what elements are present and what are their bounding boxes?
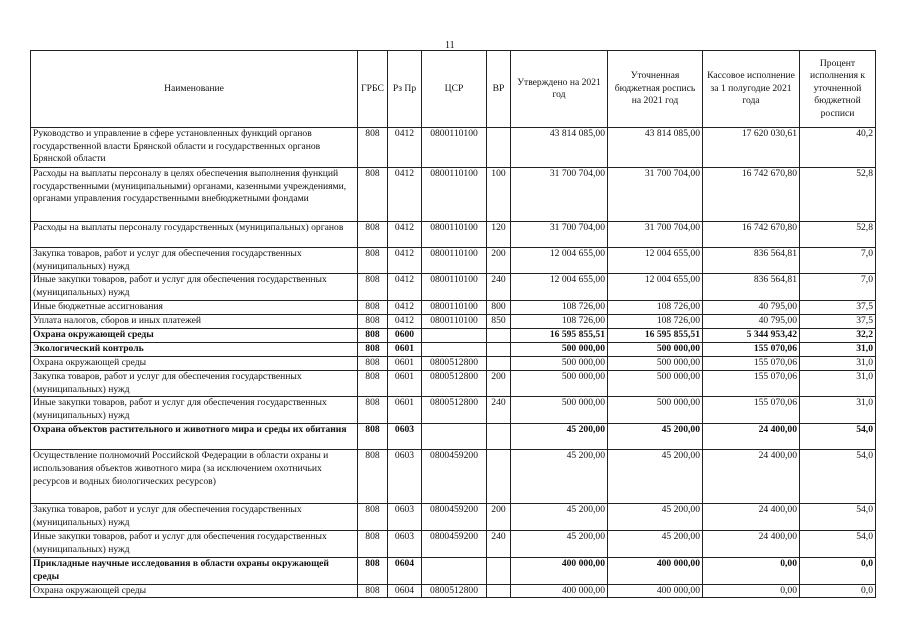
row-refined: 45 200,00: [608, 424, 703, 450]
row-cash: 24 400,00: [703, 531, 800, 558]
row-cash: 16 742 670,80: [703, 168, 800, 222]
row-vr: 800: [487, 301, 511, 315]
row-refined: 500 000,00: [608, 357, 703, 371]
row-refined: 43 814 085,00: [608, 128, 703, 168]
header-percent: Процент исполнения к уточненной бюджетной росписи: [800, 51, 876, 128]
row-vr: [487, 329, 511, 343]
row-grbs: 808: [358, 329, 388, 343]
row-csr: 0800110100: [422, 315, 487, 329]
row-name: Иные бюджетные ассигнования: [31, 301, 358, 315]
row-refined: 45 200,00: [608, 504, 703, 531]
row-grbs: 808: [358, 531, 388, 558]
row-cash: 40 795,00: [703, 315, 800, 329]
row-refined: 108 726,00: [608, 315, 703, 329]
row-grbs: 808: [358, 558, 388, 584]
row-cash: 24 400,00: [703, 504, 800, 531]
row-approved: 45 200,00: [511, 531, 608, 558]
row-rzpr: 0412: [388, 274, 422, 301]
header-grbs: ГРБС: [358, 51, 388, 128]
row-name: Экологический контроль: [31, 343, 358, 357]
row-grbs: 808: [358, 222, 388, 248]
row-vr: [487, 128, 511, 168]
row-vr: 240: [487, 274, 511, 301]
header-vr: ВР: [487, 51, 511, 128]
row-refined: 31 700 704,00: [608, 168, 703, 222]
row-csr: [422, 343, 487, 357]
header-name: Наименование: [31, 51, 358, 128]
row-approved: 45 200,00: [511, 424, 608, 450]
row-csr: 0800110100: [422, 128, 487, 168]
row-rzpr: 0603: [388, 424, 422, 450]
row-approved: 500 000,00: [511, 357, 608, 371]
row-refined: 45 200,00: [608, 531, 703, 558]
row-rzpr: 0412: [388, 301, 422, 315]
row-grbs: 808: [358, 424, 388, 450]
table-row: [31, 301, 876, 315]
row-vr: 850: [487, 315, 511, 329]
row-rzpr: 0412: [388, 315, 422, 329]
table-row: [31, 584, 876, 598]
row-grbs: 808: [358, 584, 388, 598]
row-refined: 12 004 655,00: [608, 274, 703, 301]
row-cash: 836 564,81: [703, 274, 800, 301]
row-name: Закупка товаров, работ и услуг для обеспечения государственных (муниципальных) нужд: [31, 504, 358, 531]
row-refined: 500 000,00: [608, 371, 703, 397]
row-refined: 45 200,00: [608, 450, 703, 504]
row-refined: 500 000,00: [608, 343, 703, 357]
row-refined: 16 595 855,51: [608, 329, 703, 343]
budget-execution-table: [30, 50, 876, 598]
table-row: [31, 531, 876, 558]
row-approved: 31 700 704,00: [511, 168, 608, 222]
row-approved: 500 000,00: [511, 371, 608, 397]
row-percent: 7,0: [800, 274, 876, 301]
row-rzpr: 0412: [388, 222, 422, 248]
row-name: Иные закупки товаров, работ и услуг для обеспечения государственных (муниципальных) нужд: [31, 274, 358, 301]
row-grbs: 808: [358, 168, 388, 222]
row-percent: 32,2: [800, 329, 876, 343]
row-grbs: 808: [358, 343, 388, 357]
row-csr: 0800459200: [422, 531, 487, 558]
row-grbs: 808: [358, 128, 388, 168]
row-name: Руководство и управление в сфере установленных функций органов государственной власти Брянской области и государственных органов Брянской области: [31, 128, 358, 168]
row-name: Закупка товаров, работ и услуг для обеспечения государственных (муниципальных) нужд: [31, 248, 358, 274]
row-csr: 0800110100: [422, 168, 487, 222]
row-name: Расходы на выплаты персоналу в целях обеспечения выполнения функций государственными (муниципальными) органами, казенными учреждениями, органами управления государственными внебюджетными фондами: [31, 168, 358, 222]
row-refined: 108 726,00: [608, 301, 703, 315]
row-approved: 400 000,00: [511, 558, 608, 584]
row-approved: 12 004 655,00: [511, 248, 608, 274]
row-rzpr: 0604: [388, 558, 422, 584]
table-row: [31, 357, 876, 371]
row-vr: 100: [487, 168, 511, 222]
row-csr: 0800512800: [422, 357, 487, 371]
header-csr: ЦСР: [422, 51, 487, 128]
row-cash: 155 070,06: [703, 343, 800, 357]
row-cash: 0,00: [703, 584, 800, 598]
table-row: [31, 371, 876, 397]
row-csr: 0800110100: [422, 248, 487, 274]
table-row: [31, 248, 876, 274]
row-name: Иные закупки товаров, работ и услуг для обеспечения государственных (муниципальных) нужд: [31, 531, 358, 558]
table-row: [31, 315, 876, 329]
row-approved: 12 004 655,00: [511, 274, 608, 301]
row-percent: 31,0: [800, 371, 876, 397]
row-vr: 200: [487, 371, 511, 397]
row-percent: 40,2: [800, 128, 876, 168]
row-cash: 155 070,06: [703, 397, 800, 424]
row-approved: 31 700 704,00: [511, 222, 608, 248]
table-row: [31, 558, 876, 584]
table-row: [31, 222, 876, 248]
header-cash: Кассовое исполнение за 1 полугодие 2021 года: [703, 51, 800, 128]
row-approved: 500 000,00: [511, 343, 608, 357]
table-row: [31, 397, 876, 424]
row-rzpr: 0601: [388, 397, 422, 424]
row-rzpr: 0601: [388, 371, 422, 397]
row-grbs: 808: [358, 248, 388, 274]
row-csr: 0800110100: [422, 222, 487, 248]
row-vr: [487, 450, 511, 504]
table-row: [31, 343, 876, 357]
row-rzpr: 0604: [388, 584, 422, 598]
row-refined: 31 700 704,00: [608, 222, 703, 248]
header-refined: Уточненная бюджетная роспись на 2021 год: [608, 51, 703, 128]
row-percent: 54,0: [800, 424, 876, 450]
row-refined: 400 000,00: [608, 558, 703, 584]
header-approved: Утверждено на 2021 год: [511, 51, 608, 128]
row-percent: 54,0: [800, 531, 876, 558]
row-percent: 0,0: [800, 584, 876, 598]
row-percent: 7,0: [800, 248, 876, 274]
row-name: Охрана окружающей среды: [31, 584, 358, 598]
row-vr: 200: [487, 504, 511, 531]
row-approved: 45 200,00: [511, 450, 608, 504]
table-row: [31, 329, 876, 343]
row-csr: [422, 558, 487, 584]
row-cash: 155 070,06: [703, 371, 800, 397]
row-name: Охрана окружающей среды: [31, 329, 358, 343]
row-cash: 40 795,00: [703, 301, 800, 315]
row-cash: 836 564,81: [703, 248, 800, 274]
table-row: [31, 274, 876, 301]
row-rzpr: 0603: [388, 450, 422, 504]
row-percent: 52,8: [800, 222, 876, 248]
row-cash: 5 344 953,42: [703, 329, 800, 343]
row-percent: 54,0: [800, 450, 876, 504]
row-approved: 500 000,00: [511, 397, 608, 424]
row-approved: 108 726,00: [511, 301, 608, 315]
row-name: Охрана окружающей среды: [31, 357, 358, 371]
row-approved: 45 200,00: [511, 504, 608, 531]
row-csr: [422, 329, 487, 343]
row-vr: [487, 424, 511, 450]
row-percent: 37,5: [800, 315, 876, 329]
header-rzpr: Рз Пр: [388, 51, 422, 128]
row-grbs: 808: [358, 357, 388, 371]
row-csr: 0800459200: [422, 504, 487, 531]
row-vr: [487, 343, 511, 357]
row-rzpr: 0603: [388, 504, 422, 531]
row-refined: 500 000,00: [608, 397, 703, 424]
row-grbs: 808: [358, 450, 388, 504]
row-percent: 54,0: [800, 504, 876, 531]
row-cash: 17 620 030,61: [703, 128, 800, 168]
row-percent: 31,0: [800, 343, 876, 357]
row-percent: 37,5: [800, 301, 876, 315]
table-row: [31, 424, 876, 450]
row-cash: 0,00: [703, 558, 800, 584]
row-grbs: 808: [358, 315, 388, 329]
row-refined: 400 000,00: [608, 584, 703, 598]
row-csr: [422, 424, 487, 450]
header-row: [31, 51, 876, 128]
row-vr: [487, 584, 511, 598]
row-percent: 31,0: [800, 357, 876, 371]
row-rzpr: 0412: [388, 168, 422, 222]
row-csr: 0800110100: [422, 301, 487, 315]
row-grbs: 808: [358, 504, 388, 531]
row-rzpr: 0601: [388, 357, 422, 371]
row-cash: 24 400,00: [703, 450, 800, 504]
table-row: [31, 504, 876, 531]
row-vr: [487, 357, 511, 371]
table-body: [31, 128, 876, 598]
row-name: Прикладные научные исследования в области охраны окружающей среды: [31, 558, 358, 584]
row-cash: 155 070,06: [703, 357, 800, 371]
row-grbs: 808: [358, 371, 388, 397]
table-row: [31, 450, 876, 504]
row-cash: 16 742 670,80: [703, 222, 800, 248]
row-approved: 108 726,00: [511, 315, 608, 329]
row-percent: 0,0: [800, 558, 876, 584]
row-name: Иные закупки товаров, работ и услуг для обеспечения государственных (муниципальных) нужд: [31, 397, 358, 424]
row-vr: 240: [487, 531, 511, 558]
row-name: Закупка товаров, работ и услуг для обеспечения государственных (муниципальных) нужд: [31, 371, 358, 397]
row-approved: 43 814 085,00: [511, 128, 608, 168]
row-approved: 400 000,00: [511, 584, 608, 598]
row-refined: 12 004 655,00: [608, 248, 703, 274]
row-csr: 0800512800: [422, 584, 487, 598]
row-vr: 120: [487, 222, 511, 248]
row-grbs: 808: [358, 274, 388, 301]
row-cash: 24 400,00: [703, 424, 800, 450]
row-approved: 16 595 855,51: [511, 329, 608, 343]
row-csr: 0800512800: [422, 397, 487, 424]
table-row: [31, 128, 876, 168]
row-vr: 200: [487, 248, 511, 274]
row-grbs: 808: [358, 301, 388, 315]
row-rzpr: 0601: [388, 343, 422, 357]
table-row: [31, 168, 876, 222]
row-name: Расходы на выплаты персоналу государственных (муниципальных) органов: [31, 222, 358, 248]
row-rzpr: 0412: [388, 128, 422, 168]
row-vr: 240: [487, 397, 511, 424]
row-percent: 52,8: [800, 168, 876, 222]
row-name: Уплата налогов, сборов и иных платежей: [31, 315, 358, 329]
row-csr: 0800110100: [422, 274, 487, 301]
row-name: Охрана объектов растительного и животного мира и среды их обитания: [31, 424, 358, 450]
row-rzpr: 0412: [388, 248, 422, 274]
row-vr: [487, 558, 511, 584]
row-csr: 0800459200: [422, 450, 487, 504]
row-rzpr: 0603: [388, 531, 422, 558]
row-name: Осуществление полномочий Российской Федерации в области охраны и использования объектов животного мира (за исключением охотничьих ресурсов и водных биологических ресурсов): [31, 450, 358, 504]
page-number: 11: [445, 40, 455, 51]
row-rzpr: 0600: [388, 329, 422, 343]
row-grbs: 808: [358, 397, 388, 424]
row-percent: 31,0: [800, 397, 876, 424]
row-csr: 0800512800: [422, 371, 487, 397]
